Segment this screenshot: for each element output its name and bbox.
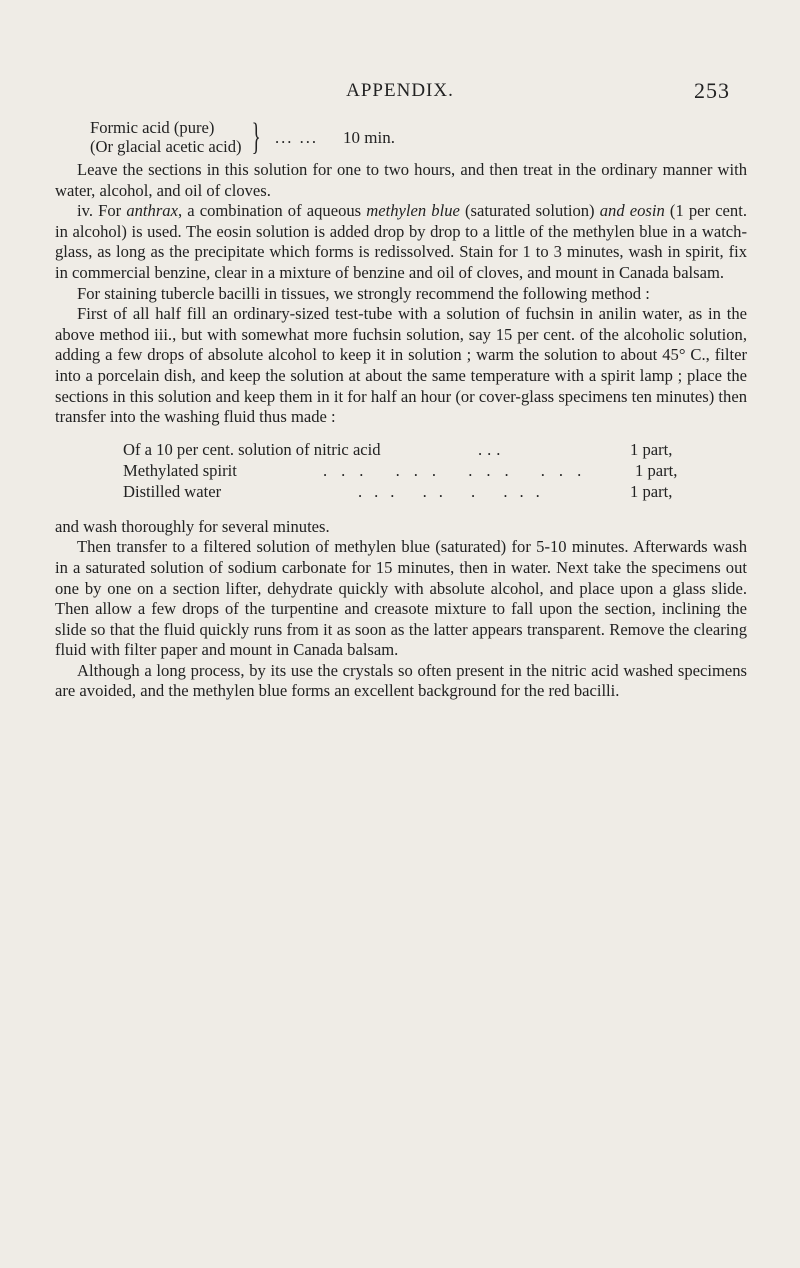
paragraph-leave-sections: Leave the sections in this solution for one to two hours, and then treat in the ordinary manner with water, alcohol, and oil of cloves. bbox=[55, 160, 747, 200]
recipe-row bbox=[123, 461, 747, 482]
paragraph-methylen-transfer: Then transfer to a filtered solution of methylen blue (saturated) for 5-10 minutes. Afterwards wash in a saturated solution of sodium carbonate for 15 minutes, then in water. Next take the specimens out one by one on a section lifter, dehydrate quickly with absolute alcohol, and place upon a glass slide. Then allow a few drops of the turpentine and creasote mixture to fall upon the section, inclining the slide so that the fluid quickly runs from it as soon as the latter appears transparent. Remove the clearing fluid with filter paper and mount in Canada balsam. bbox=[55, 537, 747, 660]
body-text bbox=[55, 118, 747, 702]
formula-brace: } bbox=[251, 116, 261, 158]
ingredient-amount: 1 part, bbox=[635, 460, 678, 480]
formula-line-1: Formic acid (pure) bbox=[90, 118, 215, 137]
term-methylen-blue: methylen blue bbox=[366, 201, 460, 221]
formula-time: 10 min. bbox=[343, 128, 395, 147]
paragraph-anthrax: iv. For anthrax, a combination of aqueous methylen blue (saturated solution) and eosin (1 per cent. in alcohol) is used. The eosin solution is added drop by drop to a little of the methylen blue in a watch-glass, as long as the precipitate which forms is redissolved. Stain for 1 to 3 minutes, wash in spirit, fix in commercial benzine, clear in a mixture of benzine and oil of cloves, and mount in Canada balsam. bbox=[55, 201, 747, 282]
ingredient-leader: ... bbox=[478, 439, 506, 459]
paragraph-tubercle-intro: For staining tubercle bacilli in tissues, we strongly recommend the following method : bbox=[77, 283, 650, 303]
term-eosin: and eosin bbox=[599, 201, 665, 221]
paragraph-conclusion: Although a long process, by its use the crystals so often present in the nitric acid washed specimens are avoided, and the methylen blue forms an excellent background for the red bacilli. bbox=[55, 660, 747, 701]
ingredient-name: Of a 10 per cent. solution of nitric acid bbox=[123, 439, 381, 459]
ingredient-leader: ... .. . ... bbox=[358, 481, 552, 501]
term-anthrax: anthrax bbox=[126, 201, 178, 221]
ingredient-leader: ... ... ... ... bbox=[323, 460, 596, 480]
running-head bbox=[0, 80, 800, 110]
running-title: APPENDIX. bbox=[346, 80, 454, 101]
recipe-row bbox=[123, 482, 747, 503]
formula-dots: ... ... bbox=[275, 128, 319, 147]
ingredient-name: Methylated spirit bbox=[123, 460, 237, 480]
ingredient-amount: 1 part, bbox=[630, 439, 673, 459]
recipe-row bbox=[123, 440, 747, 461]
ingredient-amount: 1 part, bbox=[630, 481, 673, 501]
formula-line-2: (Or glacial acetic acid) bbox=[90, 137, 242, 156]
paragraph-fuchsin-method: First of all half fill an ordinary-sized test-tube with a solution of fuchsin in anilin water, as in the above method iii., but with somewhat more fuchsin solution, say 15 per cent. of the alcoholic solution, adding a few drops of absolute alcohol to keep it in solution ; warm the solution to about 45° C., filter into a porcelain dish, and keep the solution at about the same temperature with a spirit lamp ; place the sections in this solution and keep them in it for half an hour (or cover-glass specimens ten minutes) then transfer into the washing fluid thus made : bbox=[55, 304, 747, 427]
ingredient-name: Distilled water bbox=[123, 481, 222, 501]
formula-block bbox=[55, 118, 747, 160]
washing-fluid-recipe bbox=[55, 440, 747, 503]
paragraph-wash: and wash thoroughly for several minutes. bbox=[55, 516, 330, 536]
page-number: 253 bbox=[694, 78, 730, 103]
